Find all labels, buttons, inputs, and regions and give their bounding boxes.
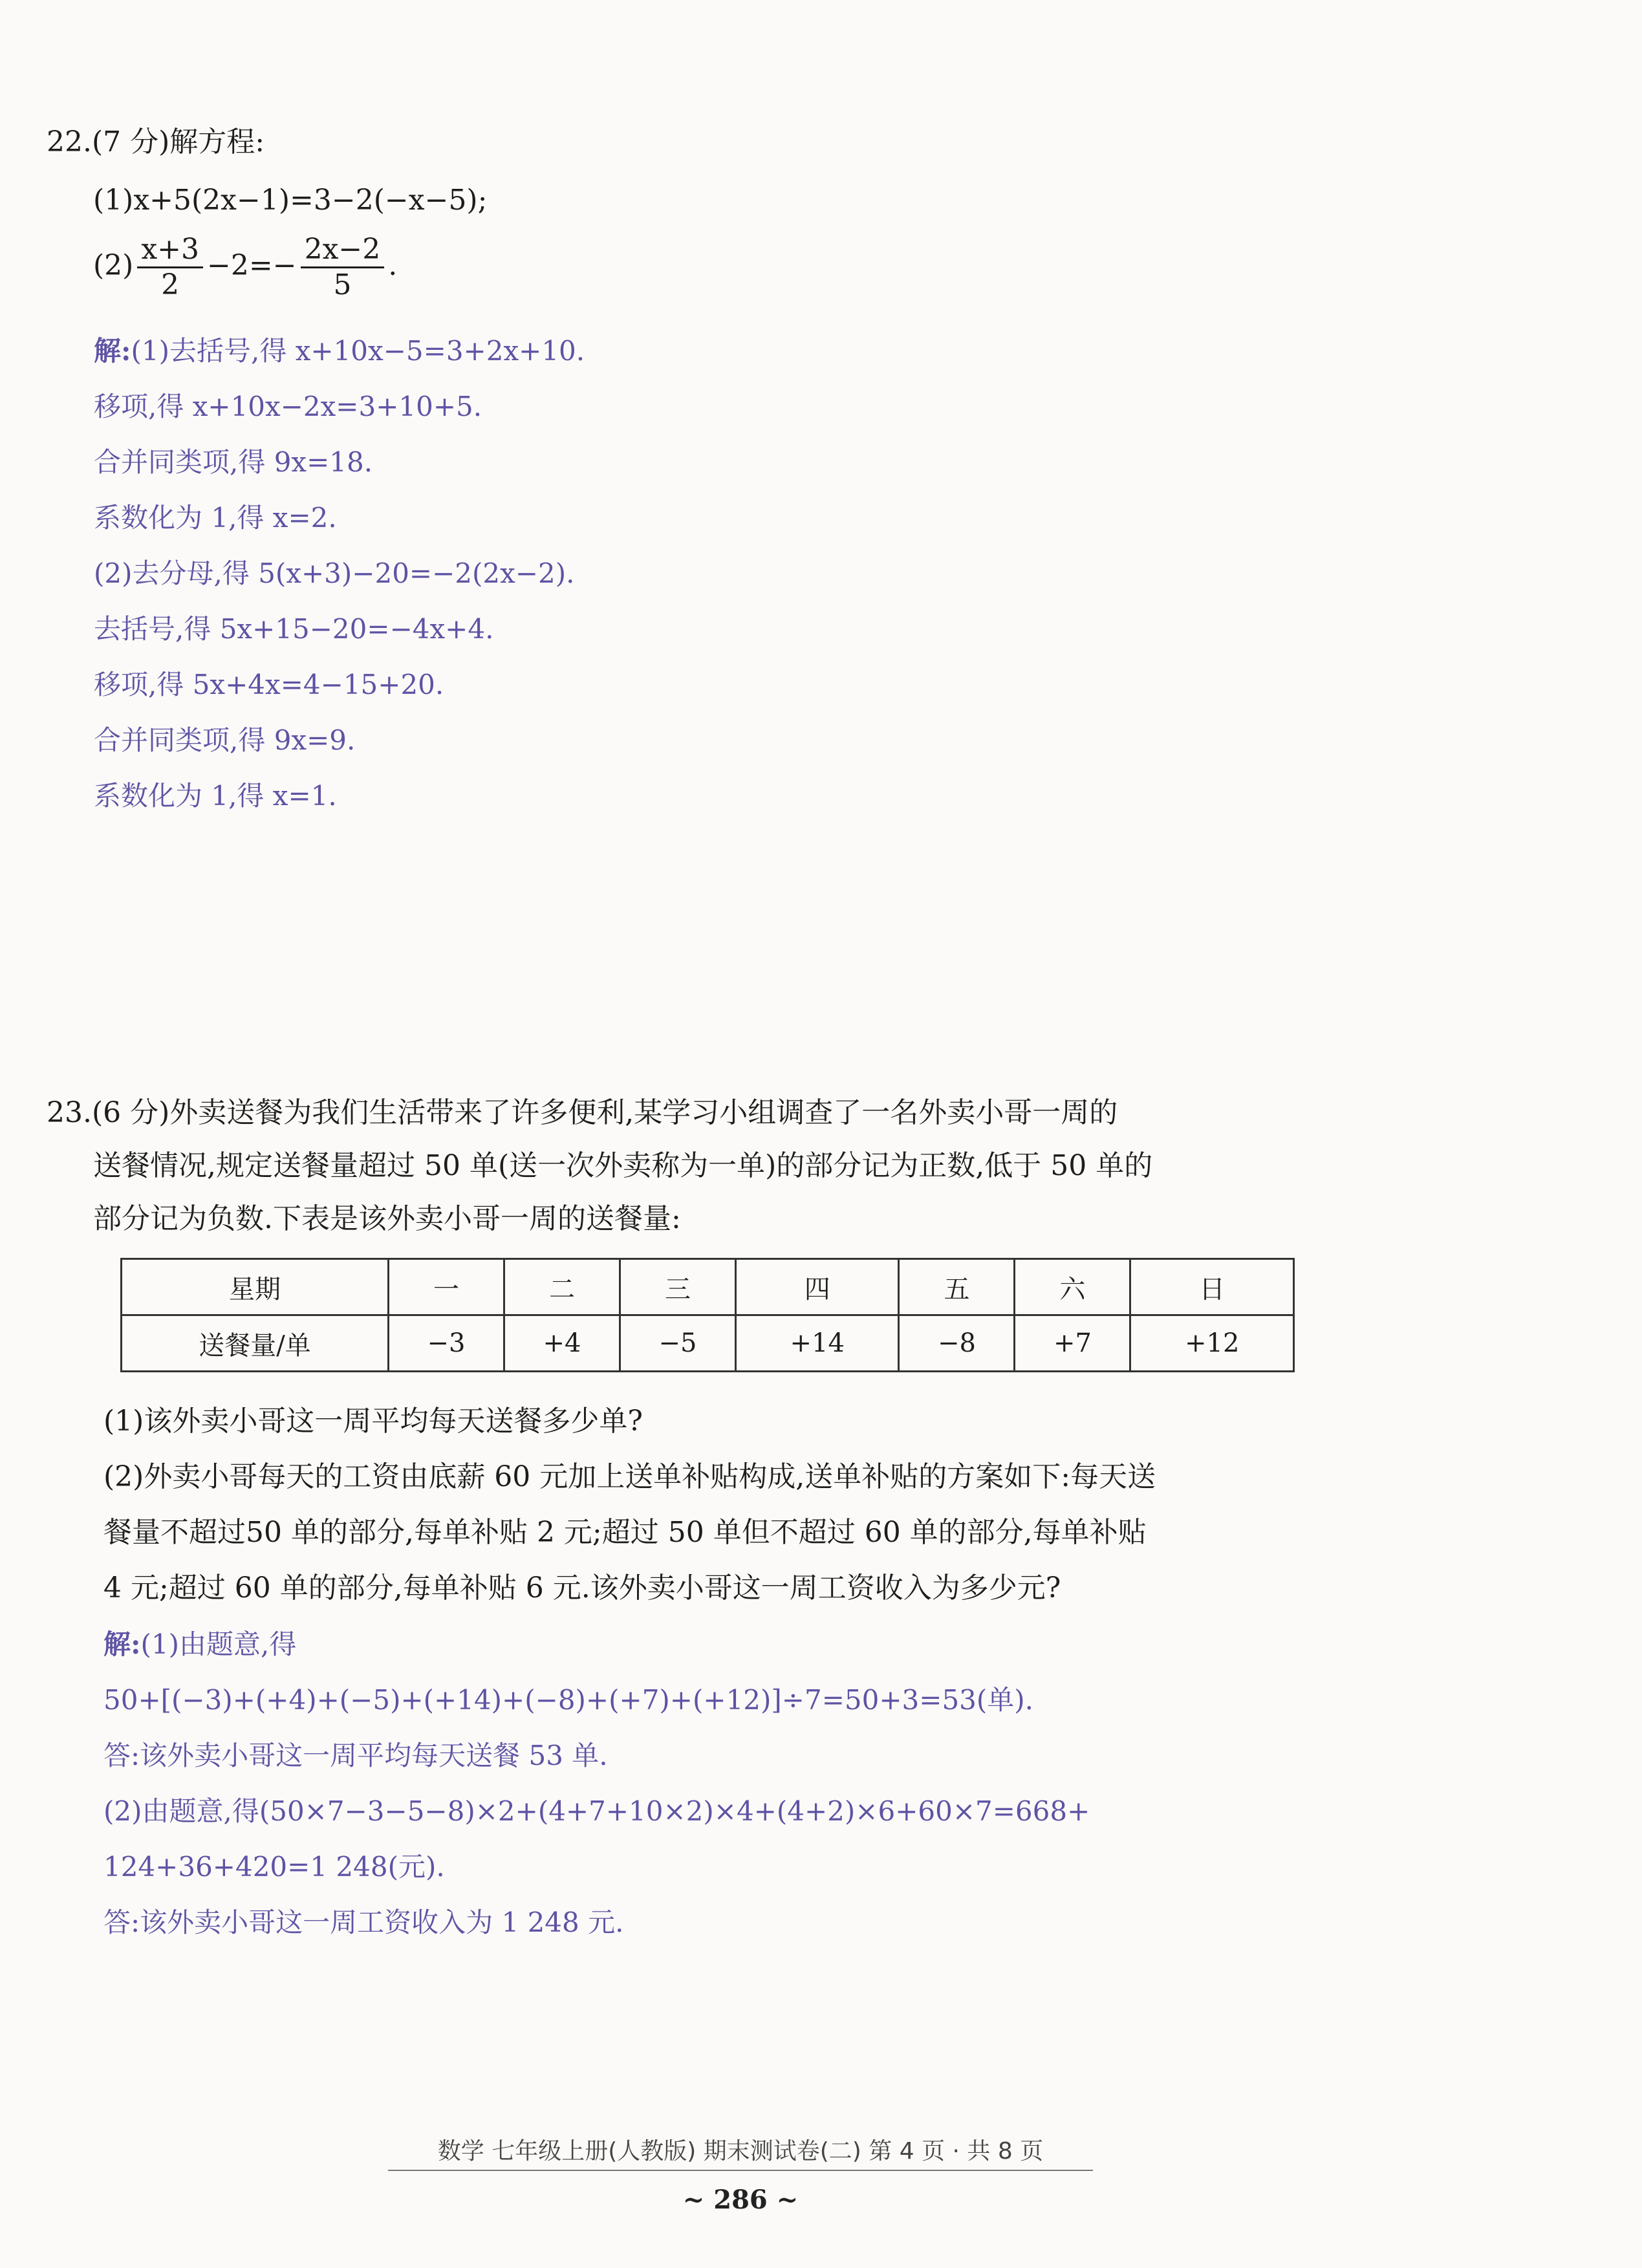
- q22-fraction-2: [301, 233, 385, 302]
- q22-solution-line: 移项,得 5x+4x=4−15+20.: [94, 669, 444, 700]
- table-day: 二: [504, 1259, 620, 1315]
- table-day: 一: [389, 1259, 504, 1315]
- q23-question-line: 餐量不超过50 单的部分,每单补贴 2 元;超过 50 单但不超过 60 单的部分,每单补贴: [103, 1516, 1147, 1549]
- table-value: +7: [1015, 1315, 1130, 1372]
- q23-stem-line: 23.(6 分)外卖送餐为我们生活带来了许多便利,某学习小组调查了一名外卖小哥一周的: [47, 1096, 1118, 1129]
- table-value: +14: [735, 1315, 899, 1372]
- table-value: −3: [389, 1315, 504, 1372]
- q23-solution-first: (1)由题意,得: [140, 1628, 297, 1660]
- q23-question-line: (1)该外卖小哥这一周平均每天送餐多少单?: [103, 1405, 643, 1438]
- q22-part-2-prefix: (2): [93, 249, 134, 282]
- table-day: 五: [899, 1259, 1015, 1315]
- table-row: [122, 1315, 1294, 1372]
- q23-solution: [103, 1617, 1090, 1950]
- question-22: [47, 123, 487, 302]
- q23-stem-line: 部分记为负数.下表是该外卖小哥一周的送餐量:: [93, 1202, 681, 1235]
- q22-part-2-middle: −2=−: [207, 249, 297, 282]
- q22-solution-line: 系数化为 1,得 x=1.: [94, 780, 337, 812]
- table-header-label: 星期: [122, 1259, 389, 1315]
- q22-solution-line: 移项,得 x+10x−2x=3+10+5.: [94, 391, 482, 422]
- q22-solution-lead: 解:: [94, 335, 131, 367]
- q23-stem-line: 送餐情况,规定送餐量超过 50 单(送一次外卖称为一单)的部分记为正数,低于 50 单的: [93, 1149, 1153, 1182]
- q22-solution-line: [94, 323, 585, 379]
- q22-solution: [94, 323, 585, 824]
- table-value: +4: [504, 1315, 620, 1372]
- q22-fraction-1-numerator: x+3: [137, 233, 203, 268]
- q22-solution-line: 合并同类项,得 9x=18.: [94, 446, 373, 478]
- table-value: +12: [1130, 1315, 1294, 1372]
- table-day: 四: [735, 1259, 899, 1315]
- q23-solution-lead: 解:: [103, 1628, 141, 1660]
- q22-part-2: [93, 230, 487, 302]
- table-day: 六: [1015, 1259, 1130, 1315]
- q22-solution-line: (2)去分母,得 5(x+3)−20=−2(2x−2).: [94, 557, 575, 589]
- table-row: [122, 1259, 1294, 1315]
- q22-solution-line: 系数化为 1,得 x=2.: [94, 502, 337, 534]
- delivery-table: [120, 1258, 1295, 1372]
- page-footer: 数学 七年级上册(人教版) 期末测试卷(二) 第 4 页 · 共 8 页: [388, 2133, 1093, 2171]
- q22-solution-line: 合并同类项,得 9x=9.: [94, 724, 356, 756]
- q23-solution-line: 答:该外卖小哥这一周工资收入为 1 248 元.: [103, 1906, 624, 1938]
- page-number: ~ 286 ~: [682, 2185, 799, 2215]
- table-value: −5: [620, 1315, 735, 1372]
- table-day: 三: [620, 1259, 735, 1315]
- q22-part-2-end: .: [388, 249, 398, 282]
- q23-solution-line: 答:该外卖小哥这一周平均每天送餐 53 单.: [103, 1740, 608, 1771]
- q23-questions: [103, 1394, 1156, 1616]
- q22-fraction-1-denominator: 2: [161, 268, 180, 301]
- q22-fraction-2-numerator: 2x−2: [301, 233, 385, 268]
- q23-question-line: 4 元;超过 60 单的部分,每单补贴 6 元.该外卖小哥这一周工资收入为多少元?: [103, 1571, 1061, 1604]
- q23-solution-line: [103, 1617, 1090, 1672]
- q22-fraction-1: [137, 233, 203, 302]
- q22-part-1: (1)x+5(2x−1)=3−2(−x−5);: [93, 184, 488, 217]
- table-row-label: 送餐量/单: [122, 1315, 389, 1372]
- q23-solution-line: 50+[(−3)+(+4)+(−5)+(+14)+(−8)+(+7)+(+12)]÷7=50+3=53(单).: [103, 1684, 1034, 1716]
- q22-solution-line: 去括号,得 5x+15−20=−4x+4.: [94, 613, 494, 645]
- q23-solution-line: (2)由题意,得(50×7−3−5−8)×2+(4+7+10×2)×4+(4+2)×6+60×7=668+: [103, 1795, 1090, 1827]
- q22-stem: 22.(7 分)解方程:: [47, 125, 265, 158]
- table-day: 日: [1130, 1259, 1294, 1315]
- q23-solution-line: 124+36+420=1 248(元).: [103, 1851, 445, 1883]
- q23-question-line: (2)外卖小哥每天的工资由底薪 60 元加上送单补贴构成,送单补贴的方案如下:每天送: [103, 1460, 1156, 1493]
- question-23: [47, 1086, 1152, 1246]
- table-value: −8: [899, 1315, 1015, 1372]
- q22-solution-first: (1)去括号,得 x+10x−5=3+2x+10.: [131, 335, 585, 367]
- q22-fraction-2-denominator: 5: [333, 268, 352, 301]
